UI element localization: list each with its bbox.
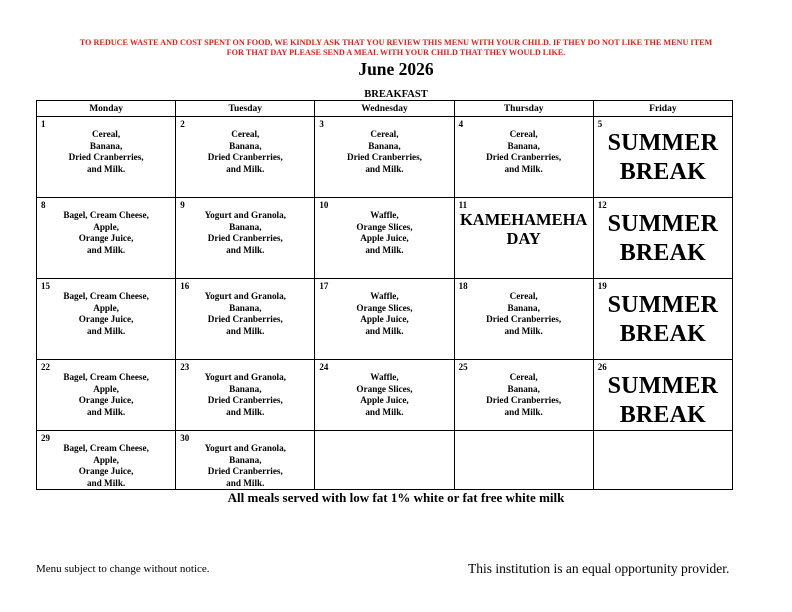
summer-break-label: SUMMER <box>607 130 719 156</box>
day-cell <box>315 117 454 198</box>
day-number: 29 <box>41 433 50 443</box>
menu-item: Banana, <box>507 140 540 151</box>
weekday-header-thursday: Thursday <box>454 101 593 117</box>
day-cell <box>315 360 454 431</box>
menu-list <box>37 117 175 175</box>
menu-item: Bagel, Cream Cheese, <box>63 291 149 301</box>
empty-day-cell <box>315 431 454 490</box>
day-number: 24 <box>319 362 329 372</box>
menu-list <box>176 198 314 256</box>
menu-item: Yogurt and Granola, <box>204 443 286 453</box>
menu-item: and Milk. <box>86 477 126 488</box>
day-cell <box>315 279 454 360</box>
menu-list <box>37 279 175 337</box>
summer-break-label: SUMMER <box>607 373 719 399</box>
menu-item: Bagel, Cream Cheese, <box>63 210 149 220</box>
menu-item: Banana, <box>507 383 540 394</box>
menu-item: Apple, <box>93 383 119 394</box>
menu-item: Dried Cranberries, <box>486 314 562 325</box>
menu-list <box>315 279 453 337</box>
day-number: 2 <box>180 119 185 129</box>
day-cell <box>593 198 732 279</box>
empty-day-cell <box>454 431 593 490</box>
menu-item: Banana, <box>507 302 540 313</box>
day-banner <box>594 117 732 187</box>
day-cell <box>593 360 732 431</box>
menu-calendar <box>36 100 733 490</box>
menu-item: Apple Juice, <box>360 233 409 244</box>
menu-item: Orange Slices, <box>356 221 413 232</box>
day-cell <box>454 198 593 279</box>
day-number: 12 <box>597 200 607 210</box>
menu-item: Cereal, <box>92 129 121 139</box>
menu-item: and Milk. <box>226 477 265 488</box>
holiday-label: KAMEHAMEHA <box>459 210 588 229</box>
day-cell <box>37 117 176 198</box>
menu-list <box>455 279 593 337</box>
change-disclaimer: Menu subject to change without notice. <box>36 563 210 575</box>
menu-list <box>455 360 593 418</box>
summer-break-label: BREAK <box>619 159 707 185</box>
menu-item: Yogurt and Granola, <box>204 372 286 382</box>
menu-item: Apple Juice, <box>360 314 409 325</box>
day-number: 25 <box>458 362 468 372</box>
week-row <box>37 360 733 431</box>
page-title: June 2026 <box>358 59 434 79</box>
menu-item: Dried Cranberries, <box>207 233 283 244</box>
day-number: 3 <box>319 119 324 129</box>
menu-list <box>176 360 314 418</box>
day-cell <box>176 198 315 279</box>
menu-item: Dried Cranberries, <box>346 152 422 163</box>
menu-item: Apple, <box>93 454 119 465</box>
menu-item: Banana, <box>368 140 401 151</box>
weekday-header-monday: Monday <box>37 101 176 117</box>
waste-notice-line-2: FOR THAT DAY PLEASE SEND A MEAL WITH YOUR CHILD THAT THEY WOULD LIKE. <box>226 48 566 57</box>
menu-item: Cereal, <box>370 129 399 139</box>
menu-item: Banana, <box>229 383 262 394</box>
menu-list <box>315 198 453 256</box>
milk-note: All meals served with low fat 1% white or fat free white milk <box>227 490 565 505</box>
menu-item: and Milk. <box>504 406 543 417</box>
day-number: 22 <box>41 362 50 372</box>
menu-item: Banana, <box>229 221 262 232</box>
menu-item: and Milk. <box>504 325 543 336</box>
weekday-header-friday: Friday <box>593 101 732 117</box>
menu-item: and Milk. <box>365 163 404 174</box>
menu-item: and Milk. <box>365 325 404 336</box>
day-cell <box>454 360 593 431</box>
menu-item: Bagel, Cream Cheese, <box>63 443 149 453</box>
day-number: 26 <box>597 362 607 372</box>
menu-item: Apple, <box>93 302 119 313</box>
menu-item: and Milk. <box>365 244 404 255</box>
day-number: 9 <box>180 200 185 210</box>
day-number: 1 <box>41 119 46 129</box>
menu-item: Bagel, Cream Cheese, <box>63 372 149 382</box>
day-cell <box>37 360 176 431</box>
day-number: 23 <box>180 362 190 372</box>
menu-item: Cereal, <box>509 129 538 139</box>
week-row <box>37 117 733 198</box>
day-number: 16 <box>180 281 190 291</box>
day-cell <box>37 431 176 490</box>
weekday-header-tuesday: Tuesday <box>176 101 315 117</box>
menu-item: and Milk. <box>226 325 265 336</box>
menu-item: Dried Cranberries, <box>68 152 144 163</box>
day-number: 19 <box>597 281 607 291</box>
day-number: 30 <box>180 433 190 443</box>
day-cell <box>37 279 176 360</box>
day-cell <box>37 198 176 279</box>
menu-item: Apple, <box>93 221 119 232</box>
menu-item: Dried Cranberries, <box>207 395 283 406</box>
menu-item: Banana, <box>229 140 262 151</box>
menu-item: Orange Slices, <box>356 302 413 313</box>
day-banner <box>455 198 593 248</box>
day-cell <box>454 279 593 360</box>
day-number: 8 <box>41 200 46 210</box>
menu-list <box>176 279 314 337</box>
summer-break-label: SUMMER <box>607 211 719 237</box>
day-cell <box>315 198 454 279</box>
day-number: 11 <box>458 200 468 210</box>
menu-item: and Milk. <box>226 163 265 174</box>
day-banner <box>594 198 732 268</box>
menu-item: Orange Juice, <box>78 395 134 406</box>
waste-notice-line-1: TO REDUCE WASTE AND COST SPENT ON FOOD, WE KINDLY ASK THAT YOU REVIEW THIS MENU WITH YOUR CHILD. IF THEY DO NOT LIKE THE MENU ITEM <box>79 38 713 47</box>
day-cell <box>176 360 315 431</box>
menu-item: and Milk. <box>86 244 126 255</box>
summer-break-label: BREAK <box>619 321 707 347</box>
day-number: 15 <box>41 281 50 291</box>
menu-list <box>315 117 453 175</box>
menu-item: and Milk. <box>504 163 543 174</box>
day-number: 4 <box>458 119 464 129</box>
meal-label: BREAKFAST <box>364 89 428 100</box>
menu-item: and Milk. <box>226 244 265 255</box>
menu-item: Cereal, <box>509 372 538 382</box>
empty-day-cell <box>593 431 732 490</box>
day-cell <box>176 117 315 198</box>
menu-item: Orange Juice, <box>78 466 134 477</box>
menu-list <box>37 198 175 256</box>
day-cell <box>454 117 593 198</box>
menu-list <box>37 360 175 418</box>
holiday-label: DAY <box>506 229 541 248</box>
menu-item: Waffle, <box>370 291 399 301</box>
day-cell <box>593 279 732 360</box>
menu-list <box>455 117 593 175</box>
menu-item: Orange Juice, <box>78 233 134 244</box>
menu-item: Dried Cranberries, <box>486 152 562 163</box>
week-row <box>37 198 733 279</box>
summer-break-label: BREAK <box>619 240 707 266</box>
day-cell <box>176 279 315 360</box>
menu-item: Dried Cranberries, <box>207 152 283 163</box>
day-number: 10 <box>319 200 329 210</box>
menu-item: Dried Cranberries, <box>486 395 562 406</box>
menu-item: Orange Slices, <box>356 383 413 394</box>
day-cell <box>176 431 315 490</box>
menu-item: Apple Juice, <box>360 395 409 406</box>
menu-item: Cereal, <box>231 129 260 139</box>
menu-item: Dried Cranberries, <box>207 314 283 325</box>
week-row <box>37 431 733 490</box>
weekday-header-row <box>37 101 733 117</box>
menu-item: and Milk. <box>365 406 404 417</box>
summer-break-label: SUMMER <box>607 292 719 318</box>
weekday-header-wednesday: Wednesday <box>315 101 454 117</box>
menu-item: Orange Juice, <box>78 314 134 325</box>
summer-break-label: BREAK <box>619 402 707 428</box>
equal-opportunity-statement: This institution is an equal opportunity provider. <box>468 561 730 576</box>
menu-item: Banana, <box>229 454 262 465</box>
menu-item: Yogurt and Granola, <box>204 291 286 301</box>
menu-item: and Milk. <box>86 163 126 174</box>
menu-list <box>176 431 314 489</box>
week-row <box>37 279 733 360</box>
waste-notice <box>30 38 762 58</box>
menu-item: Banana, <box>89 140 123 151</box>
menu-item: Dried Cranberries, <box>207 466 283 477</box>
menu-item: and Milk. <box>86 325 126 336</box>
menu-item: Banana, <box>229 302 262 313</box>
menu-item: Waffle, <box>370 210 399 220</box>
menu-item: and Milk. <box>86 406 126 417</box>
day-number: 5 <box>597 119 603 129</box>
day-banner <box>594 360 732 430</box>
menu-list <box>176 117 314 175</box>
menu-item: and Milk. <box>226 406 265 417</box>
menu-list <box>315 360 453 418</box>
menu-item: Cereal, <box>509 291 538 301</box>
day-number: 18 <box>458 281 468 291</box>
day-cell <box>593 117 732 198</box>
menu-item: Yogurt and Granola, <box>204 210 286 220</box>
menu-list <box>37 431 175 489</box>
day-banner <box>594 279 732 349</box>
menu-item: Waffle, <box>370 372 399 382</box>
day-number: 17 <box>319 281 329 291</box>
